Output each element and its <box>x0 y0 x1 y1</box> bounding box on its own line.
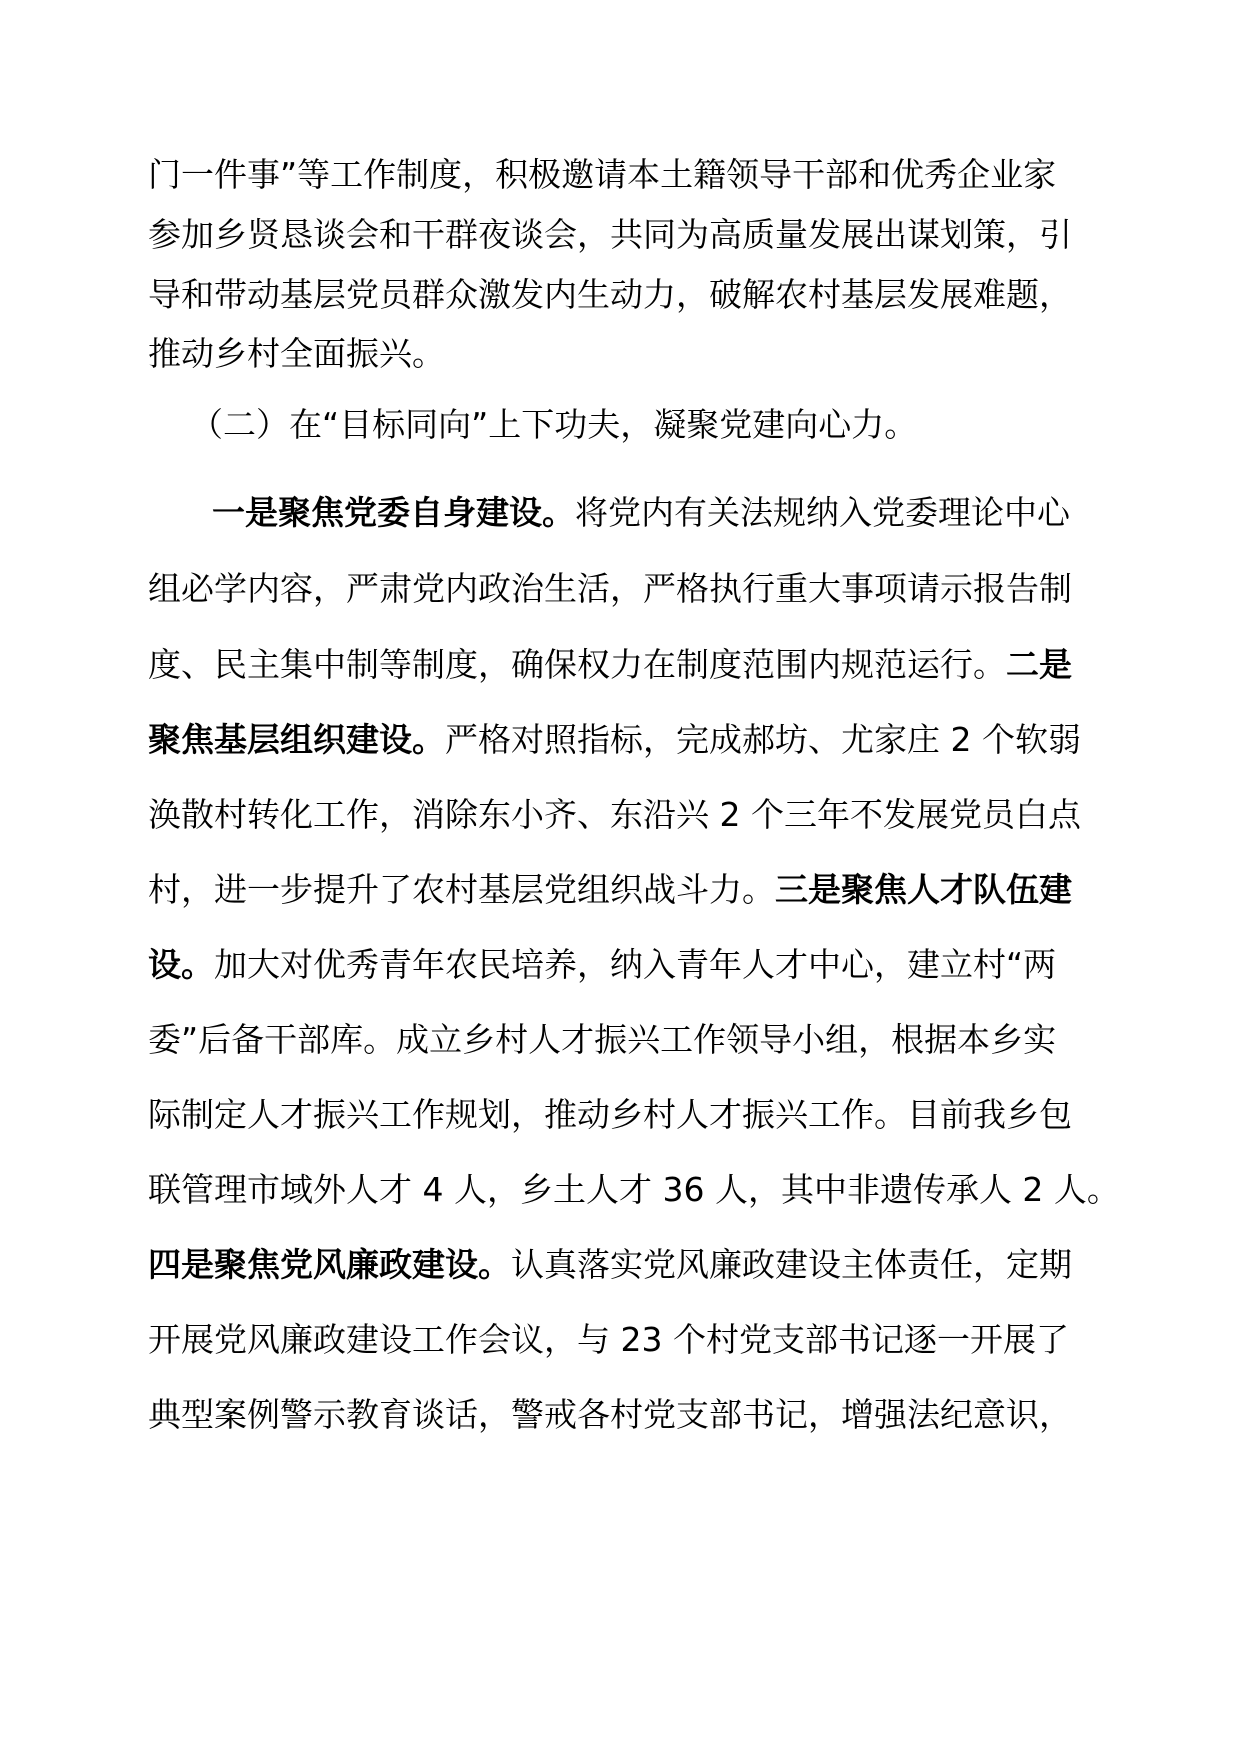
paragraph-line <box>148 945 1098 985</box>
paragraph-line: 导和带动基层党员群众激发内生动力，破解农村基层发展难题， <box>148 275 1072 314</box>
paragraph-text: 认真落实党风廉政建设主体责任，定期 <box>511 1245 1072 1284</box>
paragraph-line <box>148 720 1098 760</box>
paragraph-line: 委”后备干部库。成立乡村人才振兴工作领导小组，根据本乡实 <box>148 1020 1057 1059</box>
paragraph-line <box>212 493 1162 533</box>
bold-lead-2-end: 聚焦基层组织建设。 <box>148 720 445 759</box>
paragraph-line: 参加乡贤恳谈会和干群夜谈会，共同为高质量发展出谋划策，引 <box>148 215 1072 254</box>
paragraph-line <box>148 1245 1098 1285</box>
paragraph-line <box>148 870 1098 910</box>
bold-lead-3-end: 设。 <box>148 945 214 984</box>
paragraph-line: 门一件事”等工作制度，积极邀请本土籍领导干部和优秀企业家 <box>148 155 1057 194</box>
bold-lead-1: 一是聚焦党委自身建设。 <box>212 493 575 532</box>
paragraph-line: 涣散村转化工作，消除东小齐、东沿兴 2 个三年不发展党员白点 <box>148 795 1081 834</box>
paragraph-text: 加大对优秀青年农民培养，纳入青年人才中心，建立村“两 <box>214 945 1057 984</box>
paragraph-line: 开展党风廉政建设工作会议，与 23 个村党支部书记逐一开展了 <box>148 1320 1069 1359</box>
paragraph-text: 将党内有关法规纳入党委理论中心 <box>575 493 1070 532</box>
paragraph-text: 村，进一步提升了农村基层党组织战斗力。 <box>148 870 775 909</box>
bold-lead-3-start: 三是聚焦人才队伍建 <box>775 870 1072 909</box>
paragraph-line <box>148 645 1098 685</box>
paragraph-line: 联管理市域外人才 4 人，乡土人才 36 人，其中非遗传承人 2 人。 <box>148 1170 1120 1209</box>
paragraph-line: 典型案例警示教育谈话，警戒各村党支部书记，增强法纪意识， <box>148 1395 1072 1434</box>
paragraph-text: 严格对照指标，完成郝坊、尤家庄 2 个软弱 <box>445 720 1081 759</box>
section-heading: （二）在“目标同向”上下功夫，凝聚党建向心力。 <box>190 405 918 444</box>
paragraph-line: 推动乡村全面振兴。 <box>148 334 445 373</box>
bold-lead-4: 四是聚焦党风廉政建设。 <box>148 1245 511 1284</box>
paragraph-line: 际制定人才振兴工作规划，推动乡村人才振兴工作。目前我乡包 <box>148 1095 1072 1134</box>
paragraph-line: 组必学内容，严肃党内政治生活，严格执行重大事项请示报告制 <box>148 569 1072 608</box>
paragraph-text: 度、民主集中制等制度，确保权力在制度范围内规范运行。 <box>148 645 1006 684</box>
bold-lead-2-start: 二是 <box>1006 645 1072 684</box>
